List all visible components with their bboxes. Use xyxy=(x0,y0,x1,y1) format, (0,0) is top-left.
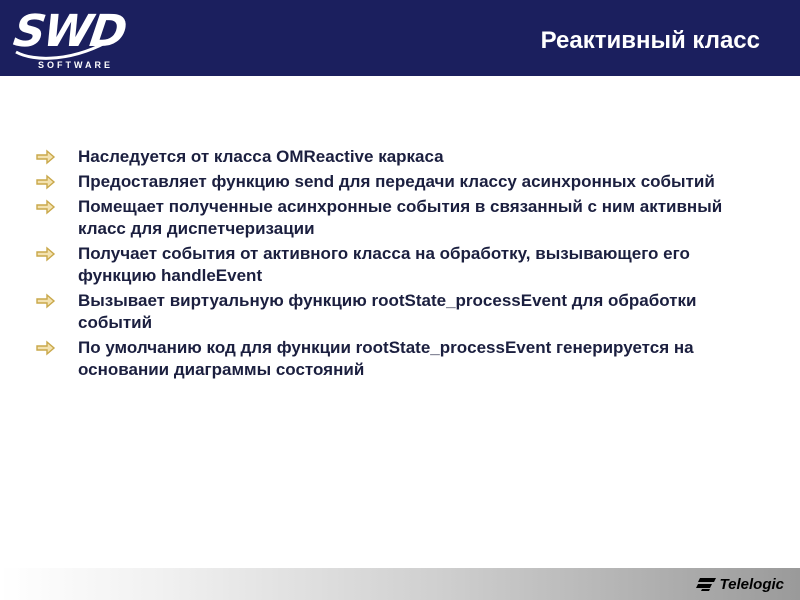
bullet-text: По умолчанию код для функции rootState_processEvent генерируется на основании диаграммы состояний xyxy=(78,338,694,379)
bullet-item xyxy=(36,146,756,168)
logo-subtext: SOFTWARE xyxy=(38,60,113,70)
bullet-item xyxy=(36,171,756,193)
bullet-text: Вызывает виртуальную функцию rootState_processEvent для обработки событий xyxy=(78,291,697,332)
bullet-text: Предоставляет функцию send для передачи классу асинхронных событий xyxy=(78,172,715,191)
arrow-right-icon xyxy=(36,243,78,265)
bullet-text: Получает события от активного класса на обработку, вызывающего его функцию handleEvent xyxy=(78,244,690,285)
arrow-right-icon xyxy=(36,146,78,168)
bullet-list xyxy=(36,146,756,384)
arrow-right-icon xyxy=(36,290,78,312)
logo-text: SWD xyxy=(10,6,129,57)
bullet-item xyxy=(36,243,756,287)
bullet-text: Наследуется от класса OMReactive каркаса xyxy=(78,147,444,166)
arrow-right-icon xyxy=(36,337,78,359)
bullet-text: Помещает полученные асинхронные события в связанный с ним активный класс для диспетчеризации xyxy=(78,197,723,238)
telelogic-logo-icon xyxy=(696,576,718,592)
arrow-right-icon xyxy=(36,171,78,193)
page-title: Реактивный класс xyxy=(540,27,760,54)
arrow-right-icon xyxy=(36,196,78,218)
header-bar xyxy=(0,0,800,76)
swd-logo xyxy=(10,6,134,74)
footer-bar xyxy=(0,568,800,600)
bullet-item xyxy=(36,290,756,334)
telelogic-brand xyxy=(696,571,784,597)
bullet-item xyxy=(36,196,756,240)
bullet-item xyxy=(36,337,756,381)
telelogic-brand-text: Telelogic xyxy=(719,575,784,593)
